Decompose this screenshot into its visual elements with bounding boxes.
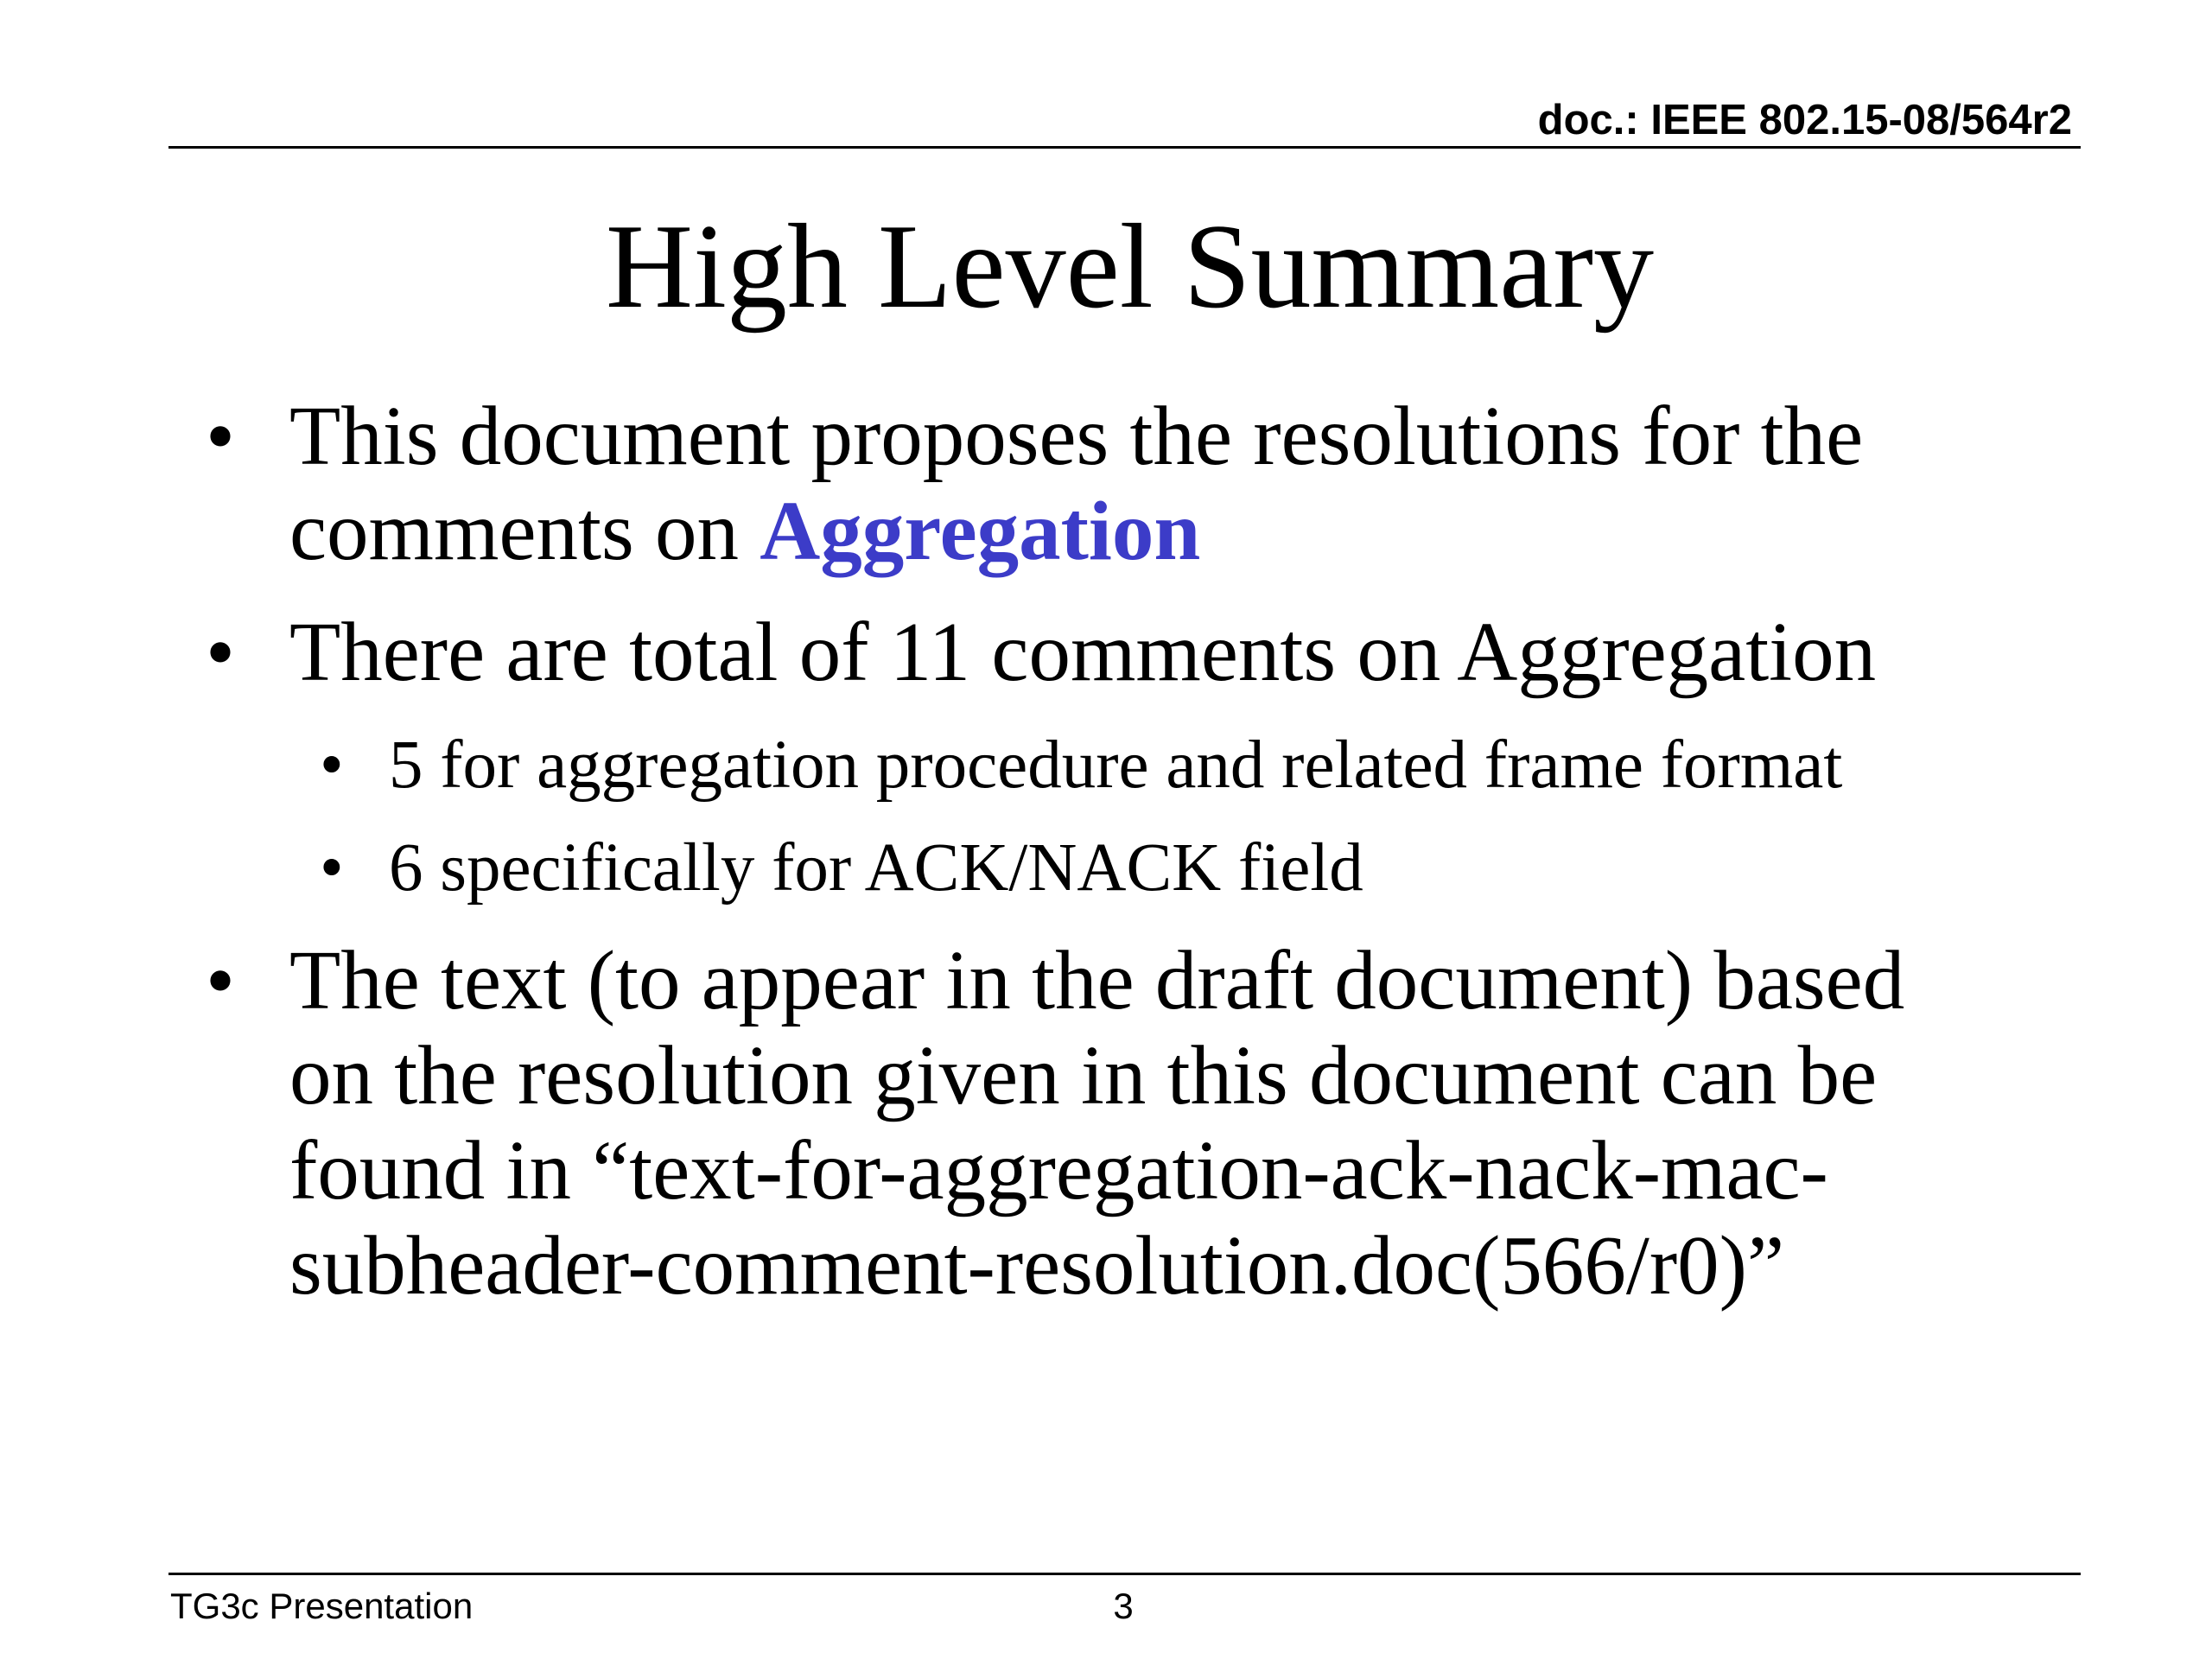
bullet-marker: •: [206, 934, 235, 1027]
footer-presentation-label: TG3c Presentation: [170, 1586, 474, 1626]
bullet-3-line-3: found in “text-for-aggregation-ack-nack-mac-: [289, 1124, 1828, 1217]
bullet-marker: •: [206, 390, 235, 482]
bullet-1-line-2: [289, 484, 1200, 579]
bullet-marker: •: [206, 606, 235, 698]
bullet-2-line-1: There are total of 11 comments on Aggregation: [289, 606, 1877, 698]
document-id: doc.: IEEE 802.15-08/564r2: [1537, 97, 2072, 143]
subbullet-marker: •: [320, 830, 344, 906]
subbullet-1: 5 for aggregation procedure and related frame format: [389, 728, 1843, 803]
slide-title: High Level Summary: [605, 200, 1655, 334]
bullet-3-line-1: The text (to appear in the draft document) based: [289, 934, 1905, 1027]
bullet-3-line-2: on the resolution given in this document can be: [289, 1029, 1878, 1122]
subbullet-2: 6 specifically for ACK/NACK field: [389, 830, 1363, 906]
bullet-1-text: comments on: [289, 485, 760, 577]
bullet-1-line-1: This document proposes the resolutions for the: [289, 390, 1864, 482]
footer-divider: [168, 1573, 2081, 1575]
aggregation-highlight: Aggregation: [760, 485, 1201, 577]
subbullet-marker: •: [320, 728, 344, 803]
bullet-3-line-4: subheader-comment-resolution.doc(566/r0)”: [289, 1219, 1784, 1312]
page-number: 3: [1113, 1586, 1134, 1626]
